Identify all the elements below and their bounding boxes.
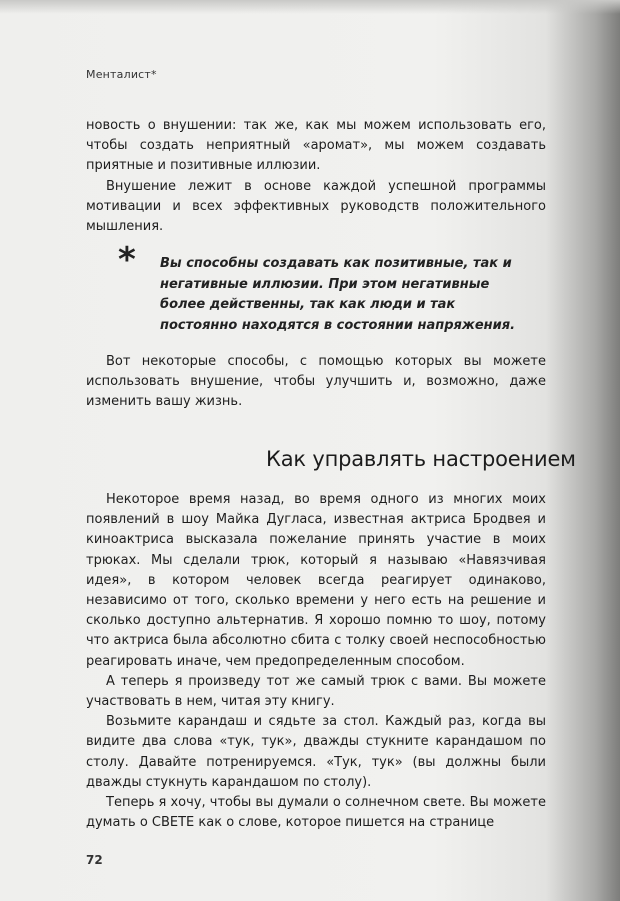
asterisk-icon: * (118, 240, 136, 280)
paragraph-continued: новость о внушении: так же, как мы можем использовать его, чтобы создать неприятный «аромат», мы можем создавать приятные и позитивные иллюзии. (86, 118, 546, 174)
page-number: 72 (86, 853, 103, 867)
top-text-block (86, 116, 546, 237)
paragraph: Возьмите карандаш и сядьте за стол. Каждый раз, когда вы видите два слова «тук, тук», дважды стукните карандашом по столу. Давайте потренируемся. «Тук, тук» (вы должны были дважды стукнуть карандашом по столу). (86, 714, 546, 790)
section-title: Как управлять настроением (266, 447, 576, 471)
paragraph: Теперь я хочу, чтобы вы думали о солнечном свете. Вы можете думать о СВЕТЕ как о слове, которое пишется на странице (86, 795, 546, 831)
middle-text-block (86, 352, 546, 413)
section-text-block (86, 490, 546, 833)
paragraph: Внушение лежит в основе каждой успешной программы мотивации и всех эффективных руководств положительного мышления. (86, 178, 546, 235)
callout-quote: Вы способны создавать как позитивные, так и негативные иллюзии. При этом негативные более действенны, так как люди и так постоянно находятся в состоянии напряжения. (160, 256, 516, 333)
running-header: Менталист* (86, 68, 157, 81)
paragraph: А теперь я произведу тот же самый трюк с вами. Вы можете участвовать в нем, читая эту книгу. (86, 673, 546, 710)
page-top-shadow (0, 0, 620, 14)
paragraph: Вот некоторые способы, с помощью которых вы можете использовать внушение, чтобы улучшить и, возможно, даже изменить вашу жизнь. (86, 354, 546, 410)
paragraph: Некоторое время назад, во время одного из многих моих появлений в шоу Майка Дугласа, известная актриса Бродвея и киноактриса высказала пожелание принять участие в моих трюках. Мы сделали трюк, который я называю «Навязчивая идея», в котором человек всегда реагирует одинаково, независимо от того, сколько времени у него есть на решение и сколько доступно альтернатив. Я хорошо помню то шоу, потому что актриса была абсолютно сбита с толку своей неспособностью реагировать иначе, чем предопределенным способом. (86, 492, 546, 669)
